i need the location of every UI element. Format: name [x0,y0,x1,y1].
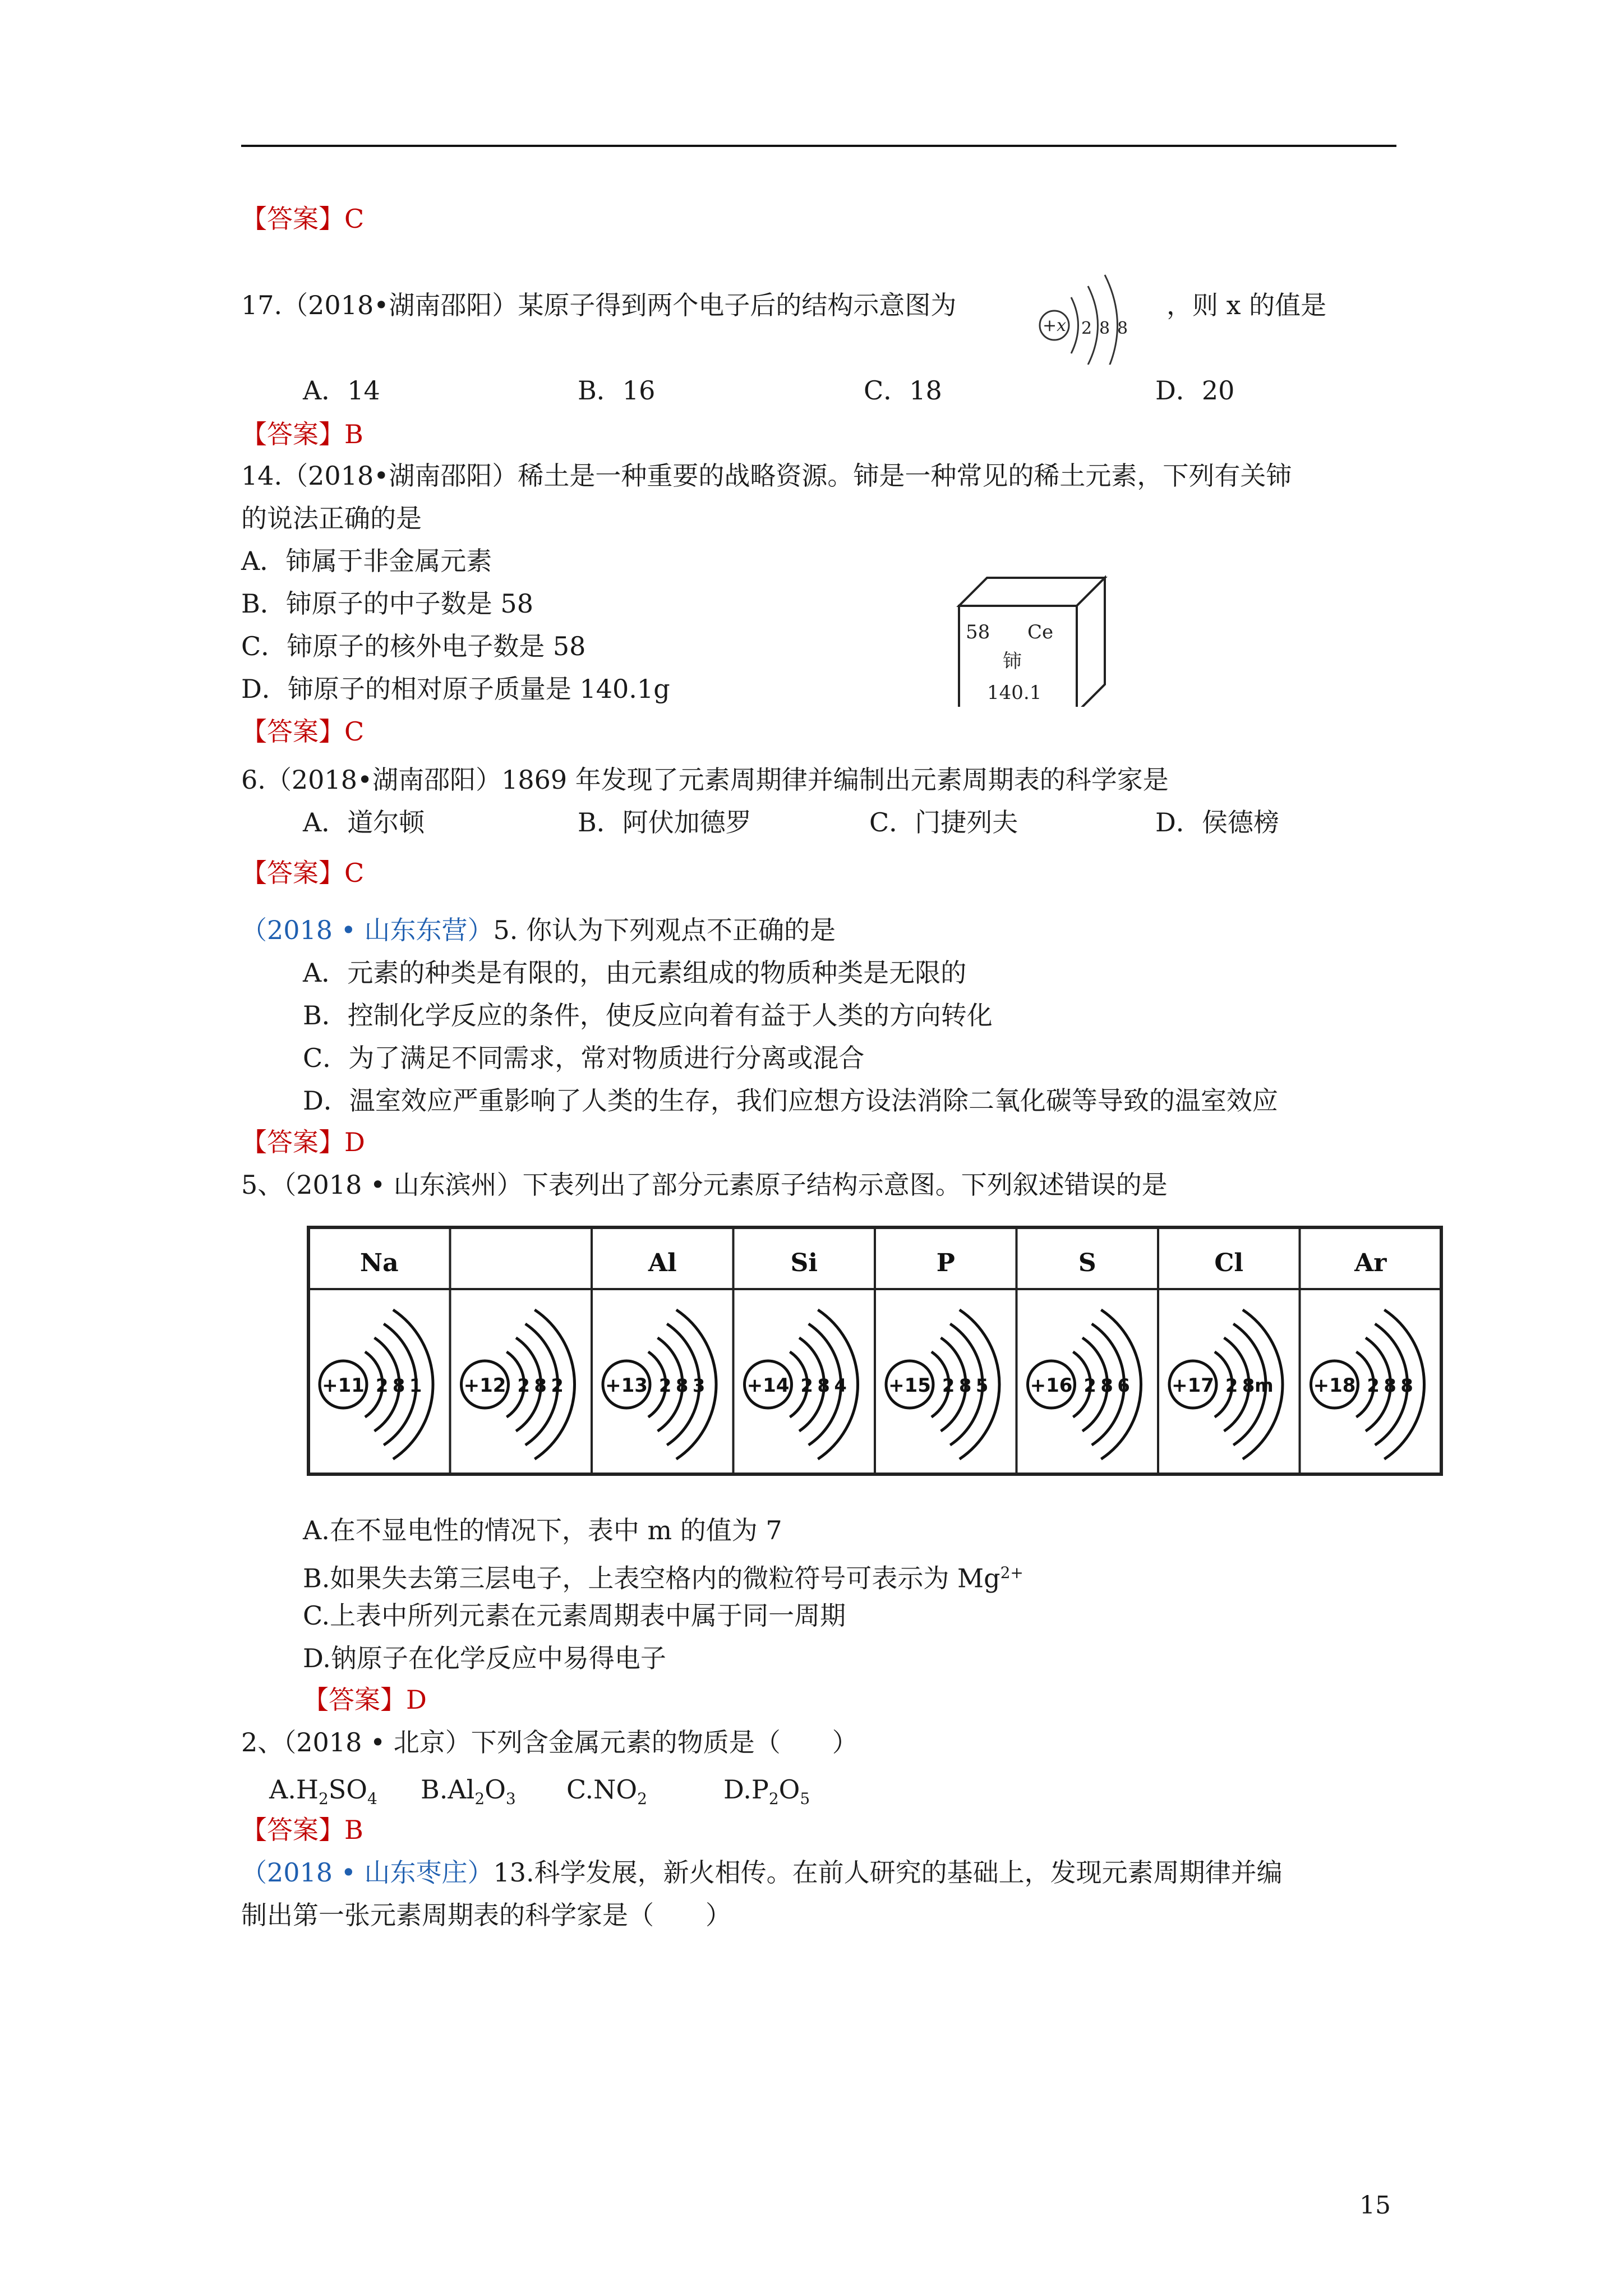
nucleus-label-0: +11 [322,1374,365,1397]
page-number: 15 [1359,2191,1391,2220]
q5dy-option-d: D．温室效应严重影响了人类的生存，我们应想方设法消除二氧化碳等导致的温室效应 [303,1085,1278,1116]
element-header-0: Na [359,1249,399,1277]
q17-option-a: A．14 [303,375,380,406]
q17-stem: 17.（2018•湖南邵阳）某原子得到两个电子后的结构示意图为 [241,290,957,320]
q17-shell-2: 8 [1099,319,1110,338]
shell-electrons-4-0: 2 [942,1375,955,1396]
q5bz-stem: 5、（2018 • 山东滨州）下表列出了部分元素原子结构示意图。下列叙述错误的是 [241,1170,1168,1200]
nucleus-label-2: +13 [605,1374,648,1397]
shell-electrons-3-2: 4 [834,1375,847,1396]
q2bj-option-c: $C.NO_2$ [566,1774,647,1809]
q5bz-option-c: C.上表中所列元素在元素周期表中属于同一周期 [303,1600,846,1631]
nucleus-label-5: +16 [1030,1374,1073,1397]
q17-option-b: B．16 [578,375,656,406]
q2bj-option-b: $B.Al_2O_3$ [421,1774,516,1809]
element-header-7: Ar [1354,1249,1387,1277]
q17-atom-diagram [1032,264,1155,365]
q2bj-stem: 2、（2018 • 北京）下列含金属元素的物质是（ ） [241,1727,858,1757]
q5dy-option-a: A．元素的种类是有限的，由元素组成的物质种类是无限的 [303,958,967,988]
q14-stem-line1: 14.（2018•湖南邵阳）稀土是一种重要的战略资源。铈是一种常见的稀土元素，下列有关铈 [241,461,1292,491]
q5dy-answer: 【答案】D [241,1127,365,1157]
q17-shell-3: 8 [1117,319,1128,338]
shell-electrons-1-1: 8 [534,1375,547,1396]
q14-option-c: C．铈原子的核外电子数是 58 [241,631,586,661]
shell-electrons-0-1: 8 [393,1375,405,1396]
q6-answer: 【答案】C [241,858,365,888]
q5bz-option-a: A.在不显电性的情况下，表中 m 的值为 7 [303,1515,782,1545]
shell-electrons-2-2: 3 [693,1375,706,1396]
shell-electrons-5-0: 2 [1083,1375,1096,1396]
mg-charge: 2+ [1000,1563,1023,1582]
nucleus-label-3: +14 [746,1374,790,1397]
nucleus-label-6: +17 [1172,1374,1214,1397]
q5bz-answer: 【答案】D [303,1685,427,1715]
q5dy-stem: （2018 • 山东东营）5. 你认为下列观点不正确的是 [241,915,836,945]
q13zz-stem-line2: 制出第一张元素周期表的科学家是（ ） [241,1900,731,1930]
shell-electrons-6-1: 8m [1242,1375,1274,1396]
shell-electrons-3-0: 2 [800,1375,813,1396]
atom-structure-table [303,1222,1453,1480]
q5dy-option-b: B．控制化学反应的条件，使反应向着有益于人类的方向转化 [303,1000,993,1030]
shell-electrons-1-0: 2 [517,1375,530,1396]
cerium-name: 铈 [1003,650,1022,673]
shell-electrons-1-2: 2 [551,1375,564,1396]
shell-electrons-5-1: 8 [1100,1375,1113,1396]
q6-option-d: D．侯德榜 [1155,807,1279,838]
q6-option-c: C．门捷列夫 [869,807,1018,838]
shell-electrons-7-0: 2 [1367,1375,1380,1396]
nucleus-label-1: +12 [463,1374,506,1397]
q2bj-option-d: $D.P_2O_5$ [723,1774,810,1809]
shell-electrons-2-0: 2 [659,1375,672,1396]
q14-option-d: D．铈原子的相对原子质量是 140.1g [241,674,670,704]
element-header-5: S [1078,1249,1096,1277]
shell-electrons-3-1: 8 [817,1375,830,1396]
q5bz-option-b: B.如果失去第三层电子，上表空格内的微粒符号可表示为 $Mg^{2+}$ [303,1563,1023,1594]
q5dy-source: （2018 • 山东东营） [241,915,494,945]
q17-stem-tail: ，则 x 的值是 [1166,290,1327,320]
q14-option-a: A．铈属于非金属元素 [241,546,492,576]
q6-stem: 6.（2018•湖南邵阳）1869 年发现了元素周期律并编制出元素周期表的科学家是 [241,765,1169,795]
q17-option-c: C．18 [864,375,942,406]
nucleus-label-4: +15 [888,1374,931,1397]
shell-electrons-7-2: 8 [1400,1375,1413,1396]
q17-option-d: D．20 [1155,375,1235,406]
cerium-element-box [953,572,1110,707]
q2bj-option-a: $A.H_2SO_4$ [269,1774,377,1809]
q14-stem-line2: 的说法正确的是 [241,503,422,533]
nucleus-label-7: +18 [1313,1374,1356,1397]
shell-electrons-2-1: 8 [676,1375,689,1396]
shell-electrons-0-2: 1 [409,1375,422,1396]
q5dy-option-c: C．为了满足不同需求，常对物质进行分离或混合 [303,1043,865,1073]
shell-electrons-4-2: 5 [976,1375,989,1396]
q14-answer: 【答案】C [241,716,365,747]
element-header-6: Cl [1214,1249,1244,1277]
header-rule [241,145,1396,147]
shell-electrons-0-0: 2 [376,1375,389,1396]
q14-option-b: B．铈原子的中子数是 58 [241,588,533,619]
answer-prev: 【答案】C [241,204,365,234]
q17-nucleus: +x [1042,316,1067,335]
shell-electrons-5-2: 6 [1117,1375,1130,1396]
q13zz-source: （2018 • 山东枣庄） [241,1857,494,1888]
q6-option-b: B．阿伏加德罗 [578,807,751,838]
shell-electrons-7-1: 8 [1384,1375,1396,1396]
q5bz-option-d: D.钠原子在化学反应中易得电子 [303,1643,666,1673]
shell-electrons-6-0: 2 [1225,1375,1238,1396]
element-header-2: Al [648,1249,677,1277]
cerium-number: 58 [966,621,990,643]
q2bj-answer: 【答案】B [241,1815,363,1845]
cerium-mass: 140.1 [987,682,1042,704]
shell-electrons-4-1: 8 [959,1375,972,1396]
q13zz-stem-line1: （2018 • 山东枣庄）13.科学发展，新火相传。在前人研究的基础上，发现元素周期律并编 [241,1857,1283,1888]
q17-shell-1: 2 [1081,319,1092,338]
element-header-3: Si [790,1249,818,1277]
cerium-symbol: Ce [1027,621,1054,643]
q17-answer: 【答案】B [241,419,363,449]
q6-option-a: A．道尔顿 [303,807,425,838]
element-header-4: P [936,1249,955,1277]
